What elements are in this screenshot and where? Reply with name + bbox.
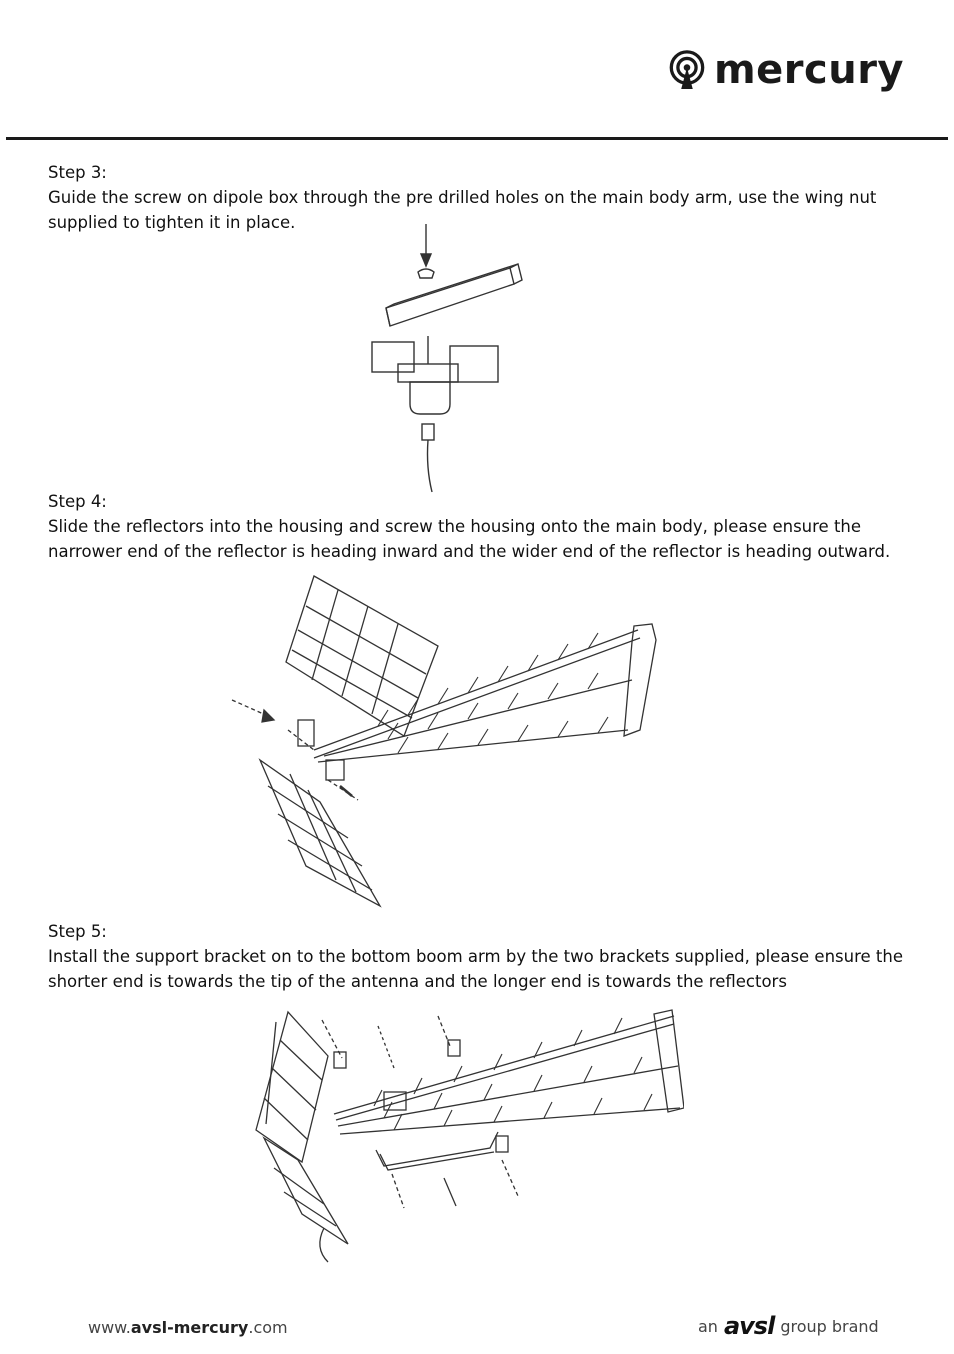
step-5-title: Step 5: [48,922,107,941]
step-3-text: Guide the screw on dipole box through the pre drilled holes on the main body arm, use the wing nut supplied to tighten it in place. [48,188,877,232]
dipole-box-diagram [360,218,530,494]
step-4 [48,489,908,564]
mercury-logo-icon [668,45,706,95]
reflector-assembly-diagram [228,570,672,912]
step-5 [48,919,908,994]
header-divider [6,137,948,140]
footer-website [88,1318,288,1337]
brand-name: mercury [713,47,904,93]
step-4-text: Slide the reflectors into the housing and screw the housing onto the main body, please ensure the narrower end of the reflector is heading inward and the wider end of the reflector is heading outward. [48,517,891,561]
footer-brand-prefix: an [698,1316,718,1336]
footer-brand-suffix: group brand [780,1316,879,1336]
support-bracket-diagram [244,1008,684,1264]
footer-url-prefix: www. [88,1318,131,1337]
footer-url-suffix: .com [248,1318,288,1337]
footer-url-domain: avsl-mercury [130,1318,249,1337]
mercury-logo [668,44,904,96]
step-4-title: Step 4: [48,492,107,511]
footer-brand [698,1312,879,1340]
avsl-logo: avsl [723,1312,775,1340]
step-5-text: Install the support bracket on to the bottom boom arm by the two brackets supplied, please ensure the shorter end is towards the tip of the antenna and the longer end is towards the reflectors [48,947,903,991]
step-3-title: Step 3: [48,163,107,182]
